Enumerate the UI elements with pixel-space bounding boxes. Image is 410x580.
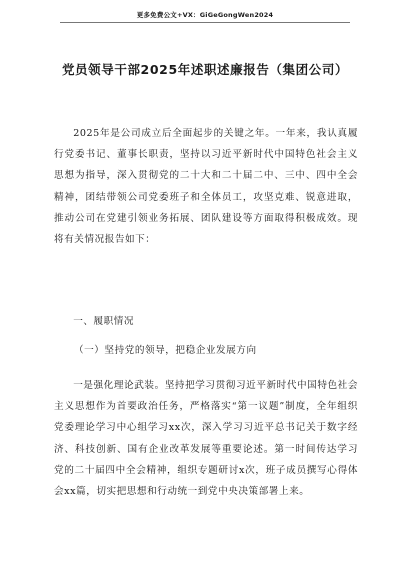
subsection-heading: （一）坚持党的领导，把稳企业发展方向 — [74, 345, 257, 356]
body-paragraph: 一是强化理论武装。坚持把学习贯彻习近平新时代中国特色社会主义思想作为首要政治任务，严格落实“第一议题”制度，全年组织党委理论学习中心组学习xx次，深入学习习近平总书记关于数字经济、科技创新、国有企业改革发展等重要论述。第一时间传达学习党的二十届四中全会精神，组织专题研讨x次，班子成员撰写心得体会xx篇，切实把思想和行动统一到党中央决策部署上来。 — [54, 380, 358, 498]
intro-paragraph: 2025年是公司成立后全面起步的关键之年。一年来，我认真履行党委书记、董事长职责，坚持以习近平新时代中国特色社会主义思想为指导，深入贯彻党的二十大和二十届二中、三中、四中全会精神，团结带领公司党委班子和全体员工，攻坚克难、锐意进取，推动公司在党建引领业务拓展、团队建设等方面取得积极成效。现将有关情况报告如下： — [54, 128, 358, 246]
document-title: 党员领导干部2025年述职述廉报告（集团公司） — [61, 62, 349, 77]
header-divider — [60, 22, 350, 23]
section-heading: 一、履职情况 — [73, 316, 135, 327]
header-note: 更多免费公文+VX：GiGeGongWen2024 — [136, 11, 274, 19]
